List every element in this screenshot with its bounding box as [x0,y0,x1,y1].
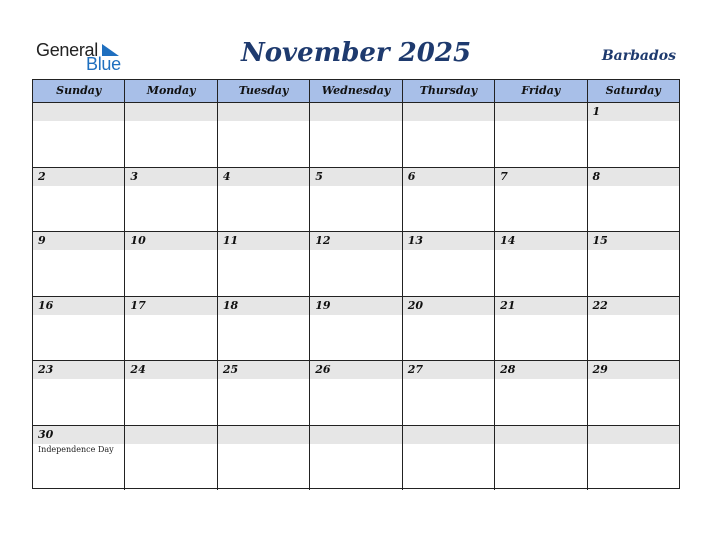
day-cell [588,103,679,167]
day-cell [495,297,587,361]
day-cell [403,232,495,296]
weekday-header: Thursday [403,80,495,102]
day-number: 7 [500,169,508,183]
day-number-bar [218,361,309,379]
day-number: 11 [222,234,239,247]
day-number: 21 [500,298,516,312]
day-cell [588,426,679,491]
day-cell [310,168,402,232]
week-row [33,426,679,491]
day-number: 28 [500,363,516,376]
day-number-bar [33,361,124,379]
day-cell [403,103,495,167]
calendar-grid [32,79,680,489]
day-number: 2 [38,169,46,183]
weekday-header: Sunday [33,80,125,102]
day-cell [218,168,310,232]
day-number-bar [33,297,124,315]
day-number: 14 [500,234,516,247]
logo-text-general: General [36,40,98,60]
day-number: 27 [407,363,423,376]
day-number-bar [125,103,216,121]
day-number: 17 [130,298,146,312]
day-number: 15 [592,234,608,247]
day-cell [403,297,495,361]
day-number-bar [218,168,309,186]
day-number: 1 [592,105,601,118]
day-cell [33,232,125,296]
day-number-bar [310,361,401,379]
day-cell [310,361,402,425]
day-number-bar [310,297,401,315]
day-cell [125,361,217,425]
day-number-bar [495,232,586,250]
day-cell [588,297,679,361]
day-cell [33,168,125,232]
day-number-bar [495,426,586,444]
day-cell [403,168,495,232]
day-cell [125,426,217,491]
holiday-label: Independence Day [38,444,114,454]
day-cell [495,361,587,425]
day-cell [310,297,402,361]
day-number-bar [403,426,494,444]
day-cell [218,297,310,361]
day-number-bar [403,103,494,121]
day-number-bar [495,103,586,121]
weekday-header: Tuesday [218,80,310,102]
day-number-bar [403,168,494,186]
logo-text-blue: Blue [86,54,121,74]
day-cell [495,232,587,296]
day-cell [310,426,402,491]
day-number-bar [310,232,401,250]
day-cell [495,103,587,167]
day-cell [218,361,310,425]
weekday-header-row [33,80,679,103]
day-number: 24 [130,363,146,376]
day-number-bar [310,426,401,444]
day-cell [310,103,402,167]
day-number: 23 [38,363,54,376]
weekday-header: Friday [495,80,587,102]
day-number: 9 [38,234,46,247]
day-number-bar [403,232,494,250]
day-number: 30 [38,427,54,441]
day-cell [310,232,402,296]
day-cell [403,361,495,425]
day-number: 29 [592,363,608,376]
day-number: 19 [315,298,331,312]
day-number-bar [588,103,679,121]
day-number: 22 [592,298,608,312]
calendar-title: November 2025 [240,38,472,68]
day-number: 25 [222,363,239,376]
day-number-bar [125,426,216,444]
week-row [33,361,679,426]
day-cell [33,103,125,167]
country-label: Barbados [601,48,676,64]
day-cell [33,426,125,491]
day-number-bar [218,297,309,315]
day-number: 3 [130,169,139,183]
day-number: 12 [315,234,331,247]
day-number: 5 [315,169,323,183]
day-number-bar [125,361,216,379]
week-row [33,103,679,168]
week-row [33,168,679,233]
day-cell [125,103,217,167]
day-cell [33,297,125,361]
day-number-bar [495,297,586,315]
day-number-bar [33,103,124,121]
day-number-bar [125,297,216,315]
day-number-bar [218,426,309,444]
day-number: 16 [38,298,54,312]
day-number: 26 [315,363,331,376]
day-number-bar [495,168,586,186]
weekday-header: Saturday [605,84,661,97]
day-cell [33,361,125,425]
day-number: 20 [407,298,423,312]
day-number-bar [125,232,216,250]
day-number: 8 [592,169,601,183]
day-cell [218,426,310,491]
day-number-bar [33,232,124,250]
day-number-bar [33,168,124,186]
day-number-bar [403,361,494,379]
day-cell [495,426,587,491]
day-number-bar [218,103,309,121]
day-cell [125,168,217,232]
day-cell [125,297,217,361]
day-cell [218,232,310,296]
day-number: 10 [130,234,146,247]
day-number-bar [125,168,216,186]
day-number-bar [588,232,679,250]
day-number: 6 [407,169,416,183]
day-number-bar [495,361,586,379]
week-row [33,232,679,297]
weekday-header: Wednesday [310,80,402,102]
day-number-bar [310,168,401,186]
day-cell [495,168,587,232]
day-cell [588,232,679,296]
day-number: 13 [407,234,423,247]
day-number-bar [310,103,401,121]
day-cell [218,103,310,167]
day-number-bar [588,361,679,379]
day-cell [403,426,495,491]
day-cell [125,232,217,296]
day-number-bar [403,297,494,315]
week-row [33,297,679,362]
day-number: 18 [222,298,239,312]
day-cell [588,361,679,425]
day-cell [588,168,679,232]
day-number-bar [218,232,309,250]
day-number-bar [588,426,679,444]
day-number: 4 [222,169,231,183]
day-number-bar [33,426,124,444]
day-number-bar [588,297,679,315]
weekday-header: Monday [125,80,217,102]
day-number-bar [588,168,679,186]
